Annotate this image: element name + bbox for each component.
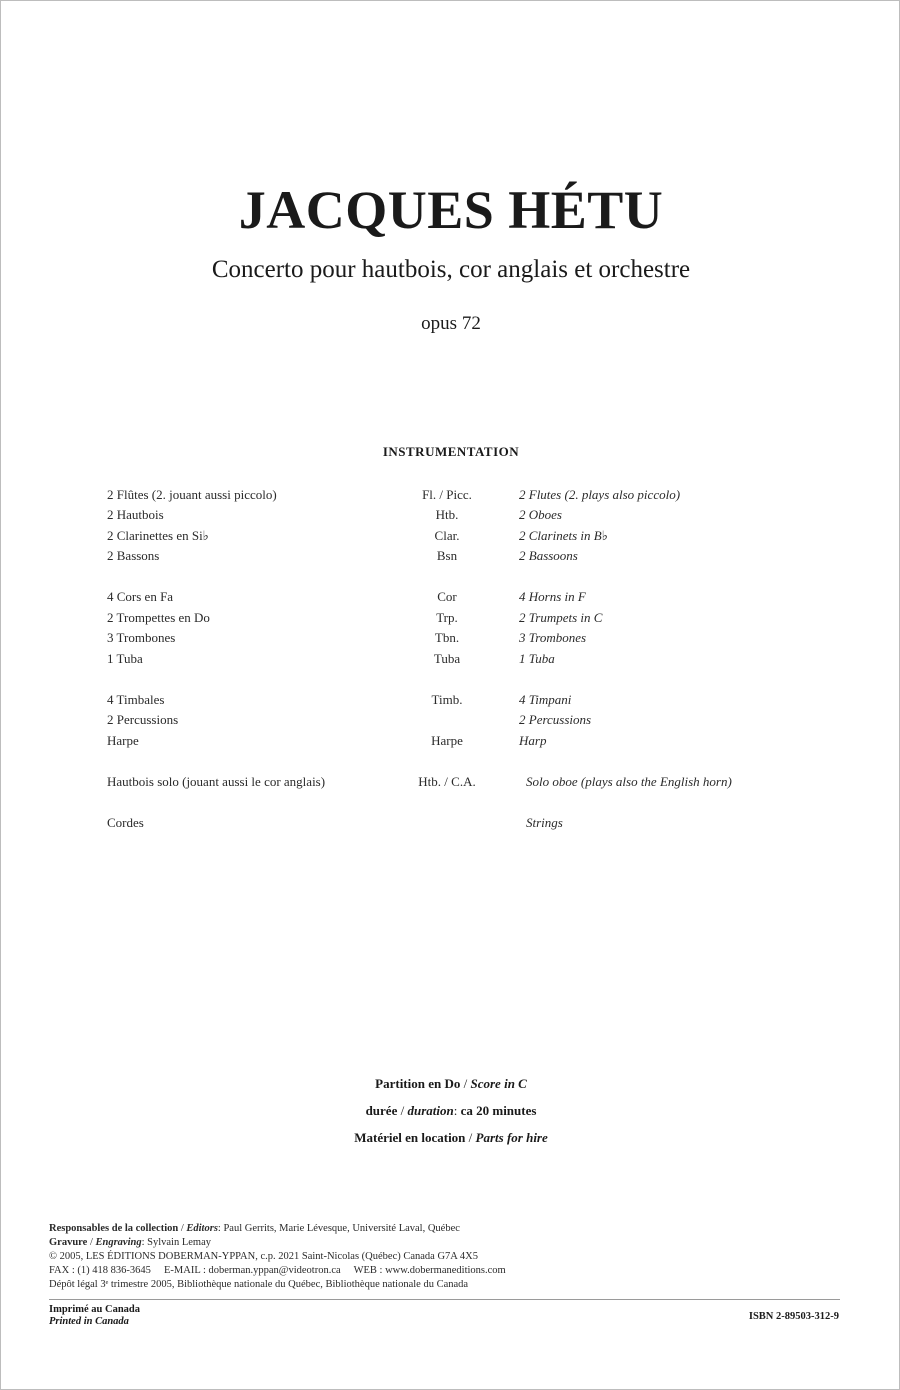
instrument-english: 3 Trombones — [519, 630, 587, 645]
opus-number: opus 72 — [421, 313, 481, 334]
instrument-abbreviation: Trp. — [436, 610, 458, 625]
instrument-row-trombones — [107, 630, 787, 650]
instrument-french: 2 Trompettes en Do — [107, 610, 210, 625]
instrument-abbreviation: Htb. / C.A. — [418, 774, 476, 789]
instrument-row-percussions — [107, 712, 787, 732]
instrument-row-clarinets — [107, 528, 787, 548]
instrument-abbreviation: Harpe — [431, 733, 463, 748]
credits-block — [49, 1222, 506, 1292]
instrument-french: 2 Clarinettes en Si♭ — [107, 528, 209, 543]
footer-divider — [49, 1299, 840, 1300]
duration-label-fr: durée — [365, 1103, 398, 1118]
instrument-french: 2 Bassons — [107, 548, 160, 563]
instrument-abbreviation: Timb. — [431, 692, 463, 707]
duration-value: ca 20 minutes — [460, 1103, 537, 1118]
parts-label-fr: Matériel en location — [354, 1130, 466, 1145]
instrument-english: 2 Trumpets in C — [519, 610, 603, 625]
instrument-row-flutes — [107, 487, 787, 507]
printed-in — [49, 1304, 140, 1328]
instrument-french: 2 Percussions — [107, 712, 179, 727]
instrument-row-timpani — [107, 692, 787, 712]
editors-label-fr: Responsables de la collection — [49, 1223, 179, 1234]
separator: / — [397, 1103, 408, 1118]
score-key-fr: Partition en Do — [375, 1076, 461, 1091]
engraving-value: Sylvain Lemay — [147, 1237, 212, 1248]
instrument-french: 2 Flûtes (2. jouant aussi piccolo) — [107, 487, 277, 502]
instrument-row-trumpets — [107, 610, 787, 630]
composer-name: JACQUES HÉTU — [238, 180, 664, 240]
engraving-label-fr: Gravure — [49, 1237, 88, 1248]
instrument-row-solo-oboe — [107, 774, 787, 794]
instrument-english: Solo oboe (plays also the English horn) — [526, 774, 732, 789]
score-key-en: Score in C — [470, 1076, 527, 1091]
instrument-abbreviation: Cor — [437, 589, 457, 604]
parts-label-en: Parts for hire — [475, 1130, 548, 1145]
contact-line: FAX : (1) 418 836-3645 E-MAIL : doberman.yppan@videotron.ca WEB : www.dobermaneditions.com — [49, 1265, 506, 1276]
score-key-line — [1, 1076, 900, 1092]
instrument-abbreviation: Tbn. — [434, 630, 460, 645]
instrument-french: 4 Cors en Fa — [107, 589, 174, 604]
duration-label-en: duration — [407, 1103, 454, 1118]
separator: / — [460, 1076, 471, 1091]
editors-label-en: Editors — [186, 1223, 218, 1234]
instrument-english: 1 Tuba — [519, 651, 555, 666]
instrument-abbreviation: Bsn — [436, 548, 458, 563]
parts-line — [1, 1130, 900, 1146]
instrument-french: 2 Hautbois — [107, 507, 164, 522]
instrument-row-strings — [107, 815, 787, 835]
instrument-french: Hautbois solo (jouant aussi le cor anglais) — [107, 774, 326, 789]
engraving-label-en: Engraving — [95, 1237, 142, 1248]
instrument-abbreviation: Fl. / Picc. — [422, 487, 472, 502]
colon: : — [453, 1103, 461, 1118]
instrument-row-oboes — [107, 507, 787, 527]
instrument-row-horns — [107, 589, 787, 609]
separator: / — [465, 1130, 476, 1145]
editors-value: Paul Gerrits, Marie Lévesque, Université Laval, Québec — [223, 1223, 460, 1234]
engraving-line: Gravure / Engraving: Sylvain Lemay — [49, 1237, 212, 1248]
instrument-french: Cordes — [107, 815, 144, 830]
instrument-french: Harpe — [107, 733, 139, 748]
isbn: ISBN 2-89503-312-9 — [748, 1311, 839, 1322]
instrument-english: 2 Oboes — [519, 507, 562, 522]
instrument-english: 2 Clarinets in B♭ — [519, 528, 608, 543]
instrument-french: 4 Timbales — [107, 692, 165, 707]
editors-line: Responsables de la collection / Editors: Paul Gerrits, Marie Lévesque, Université Laval, Québec — [49, 1223, 460, 1234]
instrument-french: 1 Tuba — [107, 651, 143, 666]
instrument-row-harp — [107, 733, 787, 753]
copyright-line: © 2005, LES ÉDITIONS DOBERMAN-YPPAN, c.p. 2021 Saint-Nicolas (Québec) Canada G7A 4X5 — [49, 1251, 479, 1262]
instrument-french: 3 Trombones — [107, 630, 176, 645]
legal-deposit-line: Dépôt légal 3ᵉ trimestre 2005, Bibliothèque nationale du Québec, Bibliothèque nationale du Canada — [49, 1279, 469, 1290]
instrument-abbreviation: Htb. — [435, 507, 459, 522]
instrument-row-bassoons — [107, 548, 787, 568]
duration-line — [1, 1103, 900, 1119]
instrument-english: 2 Percussions — [519, 712, 592, 727]
instrument-english: 2 Bassoons — [519, 548, 578, 563]
instrument-english: 4 Horns in F — [519, 589, 586, 604]
instrument-english: Strings — [526, 815, 563, 830]
instrument-english: 2 Flutes (2. plays also piccolo) — [519, 487, 681, 502]
printed-fr: Imprimé au Canada — [49, 1304, 141, 1315]
printed-en: Printed in Canada — [49, 1316, 129, 1327]
instrument-english: Harp — [519, 733, 547, 748]
instrument-abbreviation: Tuba — [433, 651, 461, 666]
instrument-abbreviation: Clar. — [434, 528, 460, 543]
work-title: Concerto pour hautbois, cor anglais et orchestre — [211, 256, 691, 283]
instrument-english: 4 Timpani — [519, 692, 572, 707]
instrumentation-heading: INSTRUMENTATION — [382, 444, 520, 459]
instrument-row-tuba — [107, 651, 787, 671]
